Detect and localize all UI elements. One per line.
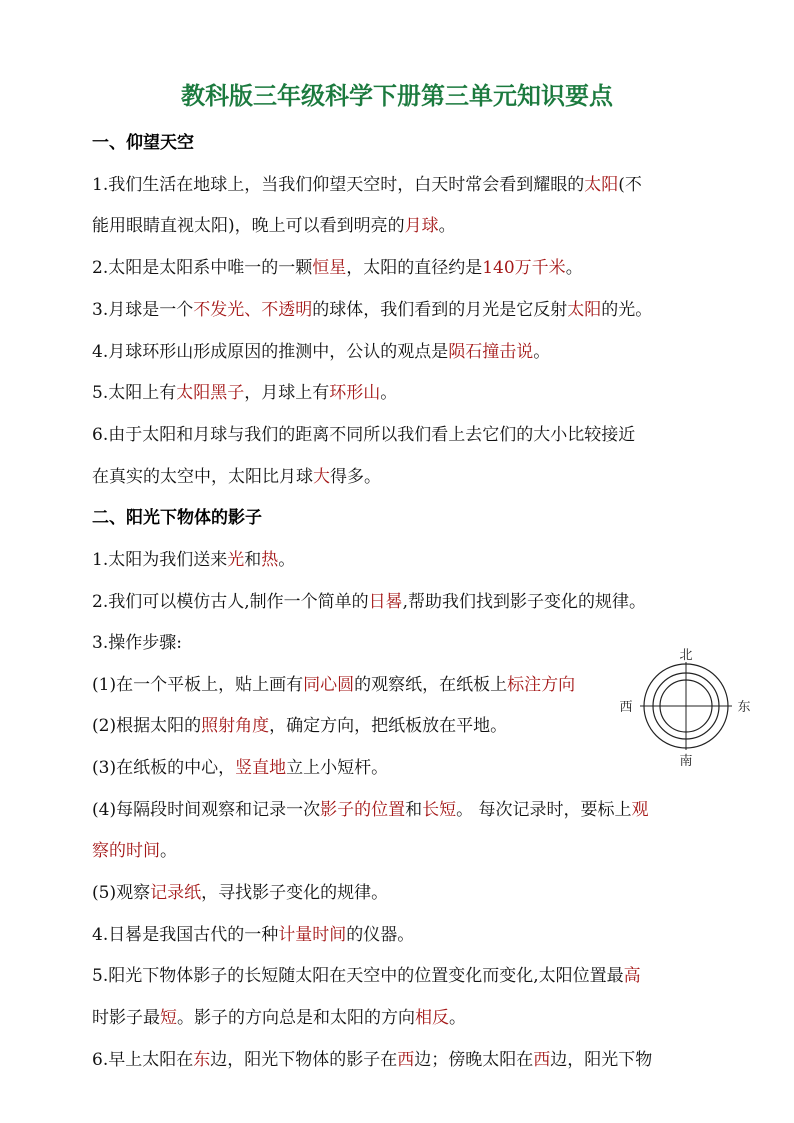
text: (4)每隔段时间观察和记录一次: [92, 800, 321, 820]
text: 。: [449, 1008, 466, 1028]
item-2-5-line-b: [92, 1003, 466, 1028]
step-3: [92, 753, 388, 778]
keyword: 短: [160, 1008, 177, 1028]
text: 时影子最: [92, 1008, 160, 1028]
keyword: 恒星: [312, 258, 347, 278]
text: 能用眼睛直视太阳)，晚上可以看到明亮的: [92, 216, 405, 236]
text: 。: [438, 216, 456, 236]
item-1-4: [92, 337, 550, 362]
sundial-compass-diagram: [618, 644, 758, 768]
item-1-6-line-a: 6.由于太阳和月球与我们的距离不同所以我们看上去它们的大小比较接近: [92, 425, 636, 445]
step-2: [92, 711, 507, 736]
text: 6.早上太阳在: [92, 1050, 194, 1070]
text: ，确定方向，把纸板放在平地。: [269, 716, 508, 736]
step-5: [92, 878, 388, 903]
text: 在真实的太空中，太阳比月球: [92, 467, 313, 487]
compass-west-label: 西: [619, 700, 633, 715]
text: 。: [380, 383, 398, 403]
text: 2.太阳是太阳系中唯一的一颗: [92, 258, 313, 278]
keyword: 太阳黑子: [176, 383, 245, 403]
text: 得多。: [330, 467, 381, 487]
keyword: 察的时间: [92, 841, 160, 861]
step-4-line-a: [92, 795, 649, 820]
text: ，月球上有: [244, 383, 330, 403]
keyword: 西: [533, 1050, 551, 1070]
item-2-6: [92, 1045, 652, 1070]
keyword: 西: [397, 1050, 415, 1070]
document-title: 教科版三年级科学下册第三单元知识要点: [181, 81, 613, 110]
text: (不: [618, 175, 642, 195]
text: 边，阳光下物: [550, 1050, 653, 1070]
compass-north-label: 北: [679, 648, 693, 663]
text: 的观察纸，在纸板上: [354, 675, 508, 695]
text: 。: [278, 550, 296, 570]
item-2-3: 3.操作步骤:: [92, 633, 182, 653]
text: 立上小短杆。: [286, 758, 389, 778]
text: 。: [565, 258, 583, 278]
text: 3.月球是一个: [92, 300, 194, 320]
keyword: 记录纸: [150, 883, 202, 903]
text: 的球体，我们看到的月光是它反射: [312, 300, 568, 320]
keyword: 照射角度: [201, 716, 270, 736]
keyword: 影子的位置: [320, 800, 406, 820]
section-1-heading: 一、仰望天空: [92, 133, 194, 153]
section-2-heading: 二、阳光下物体的影子: [92, 508, 262, 528]
text: ，寻找影子变化的规律。: [201, 883, 389, 903]
keyword: 月球: [404, 216, 439, 236]
text: 1.太阳为我们送来: [92, 550, 228, 570]
keyword: 计量时间: [278, 925, 347, 945]
item-2-4: [92, 920, 414, 945]
item-2-2: [92, 587, 646, 612]
keyword: 标注方向: [507, 675, 576, 695]
keyword: 观: [631, 800, 649, 820]
text: 。: [160, 841, 177, 861]
text: ,帮助我们找到影子变化的规律。: [402, 592, 647, 612]
keyword: 太阳: [584, 175, 619, 195]
text: 和: [405, 800, 423, 820]
keyword: 同心圆: [303, 675, 355, 695]
item-1-3: [92, 295, 652, 320]
keyword: 太阳: [567, 300, 602, 320]
text: 。 每次记录时，要标上: [456, 800, 632, 820]
keyword: 陨石撞击说: [448, 342, 534, 362]
item-1-6-line-b: [92, 462, 381, 487]
keyword: 大: [313, 467, 330, 487]
text: ，太阳的直径约是: [346, 258, 483, 278]
keyword: 热: [261, 550, 279, 570]
text: 4.日晷是我国古代的一种: [92, 925, 279, 945]
item-2-5-line-a: [92, 961, 641, 986]
text: (5)观察: [92, 883, 151, 903]
item-1-5: [92, 378, 397, 403]
compass-south-label: 南: [679, 754, 693, 768]
text: 5.太阳上有: [92, 383, 177, 403]
keyword: 东: [193, 1050, 211, 1070]
item-1-2: [92, 253, 583, 278]
text: (2)根据太阳的: [92, 716, 202, 736]
text: 和: [244, 550, 262, 570]
item-1-1-line-b: [92, 211, 456, 236]
text: 的光。: [601, 300, 653, 320]
compass-east-label: 东: [737, 700, 751, 715]
keyword: 竖直地: [235, 758, 287, 778]
keyword: 光: [227, 550, 245, 570]
item-2-1: [92, 545, 295, 570]
text: 边，阳光下物体的影子在: [210, 1050, 398, 1070]
text: 2.我们可以模仿古人,制作一个简单的: [92, 592, 369, 612]
text: 1.我们生活在地球上，当我们仰望天空时，白天时常会看到耀眼的: [92, 175, 585, 195]
step-1: [92, 670, 575, 695]
text: 。: [533, 342, 551, 362]
text: (3)在纸板的中心，: [92, 758, 236, 778]
keyword: 不发光、不透明: [193, 300, 313, 320]
item-1-1-line-a: [92, 170, 642, 195]
text: 边；傍晚太阳在: [414, 1050, 534, 1070]
text: (1)在一个平板上，贴上画有: [92, 675, 304, 695]
text: 4.月球环形山形成原因的推测中，公认的观点是: [92, 342, 449, 362]
keyword: 高: [623, 966, 641, 986]
step-4-line-b: [92, 836, 177, 861]
keyword: 长短: [422, 800, 457, 820]
keyword: 环形山: [329, 383, 381, 403]
keyword: 相反: [415, 1008, 449, 1028]
text: 的仪器。: [346, 925, 415, 945]
text: 5.阳光下物体影子的长短随太阳在天空中的位置变化而变化,太阳位置最: [92, 966, 624, 986]
keyword: 日晷: [368, 592, 403, 612]
keyword: 140万千米: [482, 258, 566, 278]
text: 。影子的方向总是和太阳的方向: [177, 1008, 415, 1028]
